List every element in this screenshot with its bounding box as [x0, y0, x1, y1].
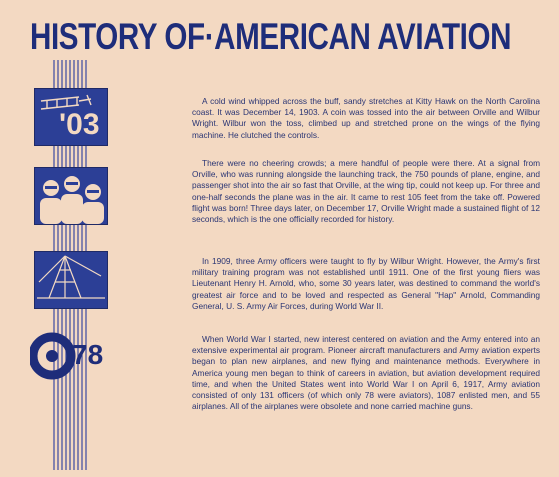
page-title: HISTORY OF·AMERICAN AVIATION — [30, 16, 512, 57]
paragraph-army-training: In 1909, three Army officers were taught to fly by Wilbur Wright. However, the Army's first military training program was not established until 1911. One of the first young fliers was Lieutenant Henry H. Arnold, who, some 30 years later, was destined to command the world's greatest air force and to be loved and respected as General "Hap" Arnold, Commanding General, U. S. Army Air Forces, during World War II. — [192, 256, 540, 311]
paragraph-first-flight: There were no cheering crowds; a mere handful of people were there. At a signal from Orville, who was running alongside the launching track, the 750 pounds of plane, engine, and passenger shot into the air so fast that Orville, at the wing tip, could not keep up. For three and one-half seconds the plane was in the air. It came to rest 105 feet from the take off. Powered flight was born! Three days later, on December 17, Orville Wright made a sustained flight of 12 seconds, which is the one officially recorded for history. — [192, 158, 540, 225]
roundel-emblem — [30, 320, 110, 390]
year-1978-label: 78 — [72, 339, 104, 370]
pylon-panel — [34, 251, 108, 309]
antenna-tower-icon — [37, 256, 105, 298]
biplane-icon — [41, 95, 91, 109]
paragraph-world-war-one: When World War I started, new interest centered on aviation and the Army entered into an extensive experimental air program. Pioneer aircraft manufacturers and Army aviation experts began to plan new airplanes, and new flying and maintenance methods. Everywhere in America young men began to think of careers in aviation, but aviation development required time, and when the United States went into World War I on April 6, 1917, Army aviation consisted of only 131 officers (of which only 78 were aviators), 1087 enlisted men, and 55 airplanes. All of the airplanes were obsolete and none carried machine guns. — [192, 334, 540, 412]
year-1903-label: '03 — [59, 108, 100, 141]
paragraph-kitty-hawk: A cold wind whipped across the buff, sandy stretches at Kitty Hawk on the North Carolina coast. It was December 14, 1903. A coin was tossed into the air between Orville and Wilbur Wright. Wilbur won the toss, climbed up and stretched prone on the wings of the flying machine. He clutched the controls. — [192, 96, 540, 140]
wright-flyer-panel — [34, 88, 108, 146]
aviators-panel — [34, 167, 108, 225]
